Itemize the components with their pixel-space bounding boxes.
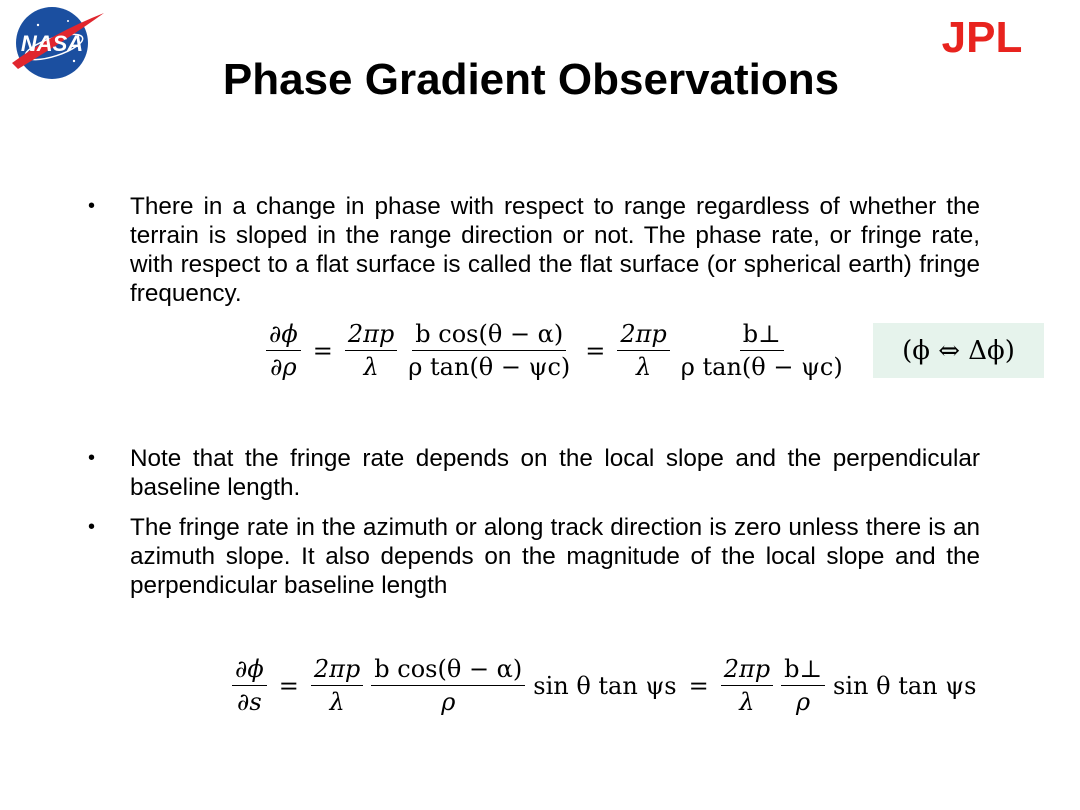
- sin-tan-term: sin θ tan ψs: [833, 671, 977, 700]
- perp-baseline-fraction: $\frac{b\perp}{\text{ρ tan(θ − ψc)}}$: [680, 320, 843, 381]
- baseline-cos-fraction: $\frac{\text{b cos(θ − α)}}{\rho}$: [371, 655, 525, 716]
- equals-sign: =: [688, 671, 709, 700]
- dphi-drho-fraction: $\frac{\partial\phi}{\partial\rho}$: [266, 320, 301, 381]
- dphi-ds-fraction: $\frac{\partial\phi}{\partial s}$: [232, 655, 267, 716]
- two-pi-p-over-lambda: $\frac{2\pi p}{\lambda}$: [345, 320, 397, 381]
- equals-sign: =: [312, 336, 333, 365]
- nasa-logo-text: NASA: [20, 31, 84, 56]
- equals-sign: =: [585, 336, 606, 365]
- phase-equivalence-note: (ϕ ⇔ Δϕ): [873, 323, 1044, 378]
- two-pi-p-over-lambda: $\frac{2\pi p}{\lambda}$: [617, 320, 669, 381]
- two-pi-p-over-lambda: $\frac{2\pi p}{\lambda}$: [311, 655, 363, 716]
- baseline-cos-fraction: $\frac{\text{b cos(θ − α)}}{\text{ρ tan(θ − ψc)}}$: [408, 320, 571, 381]
- jpl-logo: [928, 18, 1036, 56]
- slide-title: Phase Gradient Observations: [222, 55, 840, 104]
- sin-tan-term: sin θ tan ψs: [533, 671, 677, 700]
- two-pi-p-over-lambda: $\frac{2\pi p}{\lambda}$: [721, 655, 773, 716]
- equals-sign: =: [278, 671, 299, 700]
- range-fringe-equation: [262, 320, 850, 381]
- bullet-range-phase-change: • There in a change in phase with respect to range regardless of whether the terrain is sloped in the range direction or not. The phase rate, or fringe rate, with respect to a flat surface is called the flat surface (or spherical earth) fringe frequency.: [130, 192, 980, 308]
- bullet-fringe-rate-slope: • Note that the fringe rate depends on the local slope and the perpendicular baseline length.: [130, 444, 980, 502]
- perp-baseline-over-rho: $\frac{b\perp}{\rho}$: [781, 655, 825, 716]
- bullet-azimuth-fringe-rate: • The fringe rate in the azimuth or along track direction is zero unless there is an azimuth slope. It also depends on the magnitude of the local slope and the perpendicular baseline length: [130, 513, 980, 600]
- jpl-logo-text: JPL: [941, 18, 1023, 56]
- azimuth-fringe-equation: [228, 655, 980, 716]
